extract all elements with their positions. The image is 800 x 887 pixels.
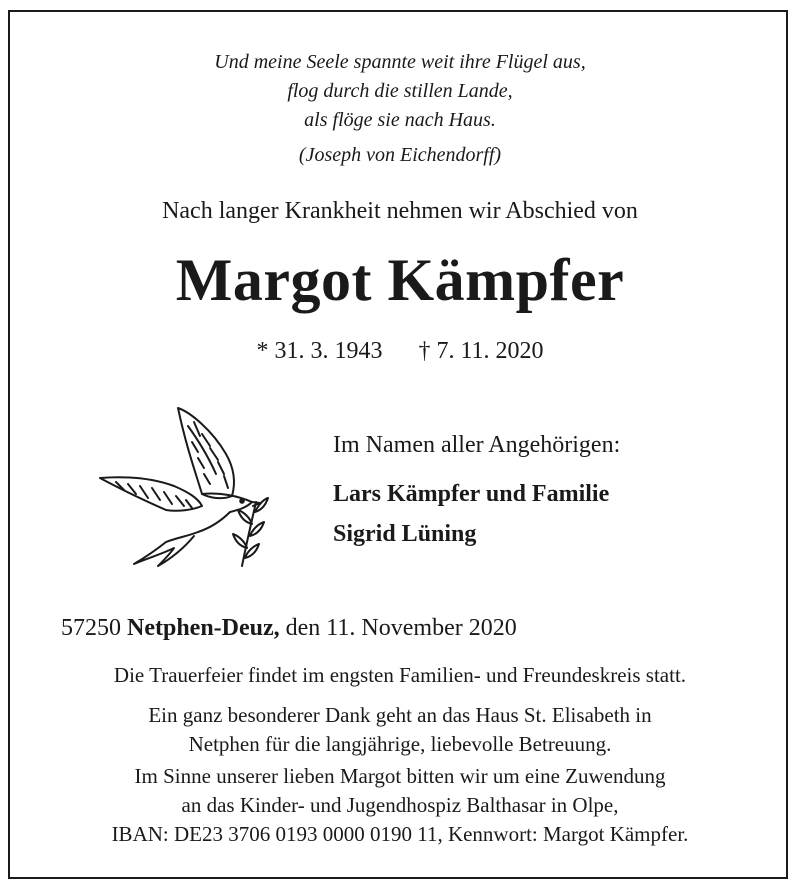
- donation-line: Im Sinne unserer lieben Margot bitten wir um eine Zuwendung: [134, 764, 666, 788]
- town: Netphen-Deuz,: [127, 615, 280, 641]
- donation-line: IBAN: DE23 3706 0193 0000 0190 11, Kennwort: Margot Kämpfer.: [111, 822, 689, 846]
- thanks-line: Ein ganz besonderer Dank geht an das Haus St. Elisabeth in: [148, 703, 652, 727]
- poem: [0, 48, 800, 135]
- dove-with-olive-branch-icon: [92, 402, 274, 574]
- funeral-notice: Die Trauerfeier findet im engsten Familien- und Freundeskreis statt.: [113, 663, 687, 687]
- donation-request: [0, 762, 800, 849]
- birth-date: * 31. 3. 1943: [256, 338, 383, 364]
- thanks-text: [0, 701, 800, 759]
- signatory-name: Lars Kämpfer und Familie: [333, 481, 610, 507]
- place-and-date: [61, 615, 517, 642]
- life-dates: [0, 338, 800, 365]
- thanks-line: Netphen für die langjährige, liebevolle Betreuung.: [188, 732, 612, 756]
- postcode: 57250: [61, 615, 121, 641]
- donation-line: an das Kinder- und Jugendhospiz Balthasar in Olpe,: [181, 793, 619, 817]
- intro-text: Nach langer Krankheit nehmen wir Abschied von: [162, 198, 638, 224]
- poem-author: (Joseph von Eichendorff): [298, 144, 502, 166]
- deceased-name: Margot Kämpfer: [175, 247, 625, 313]
- poem-line: Und meine Seele spannte weit ihre Flügel aus,: [214, 51, 586, 73]
- death-date: † 7. 11. 2020: [418, 338, 544, 364]
- poem-line: als flöge sie nach Haus.: [304, 109, 496, 131]
- signatory-name: Sigrid Lüning: [333, 521, 477, 547]
- date: den 11. November 2020: [285, 615, 517, 641]
- signatories-intro: Im Namen aller Angehörigen:: [333, 432, 621, 458]
- poem-line: flog durch die stillen Lande,: [287, 80, 513, 102]
